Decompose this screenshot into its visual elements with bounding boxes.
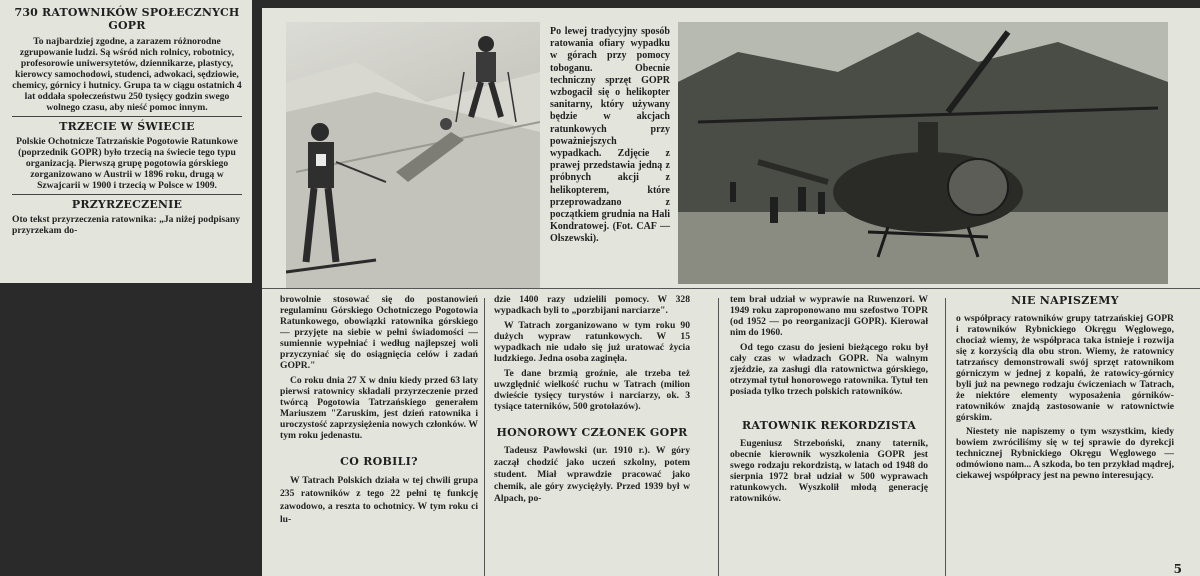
title-730-ratownikow: 730 RATOWNIKÓW SPOŁECZNYCH GOPR [14, 6, 240, 32]
article-column-1 [280, 294, 478, 526]
title-trzecie-w-swiecie: TRZECIE W ŚWIECIE [59, 120, 195, 133]
paragraph: Te dane brzmią groźnie, ale trzeba też uwzględnić wielkość ruchu w Tatrach (milion dwieście tysięcy turystów i narciarzy, ok. 3 tysiące taterników, 500 grotołazów). [494, 368, 690, 412]
divider [484, 298, 485, 576]
subhead-co-robili: CO ROBILI? [340, 455, 418, 468]
article-column-4 [956, 292, 1174, 481]
paragraph: W Tatrach zorganizowano w tym roku 90 dużych wypraw ratunkowych. W 15 wypadkach nie udało się już uratować życia ludzkiego. Jedna osoba zaginęła. [494, 320, 690, 364]
paragraph: browolnie stosować się do postanowień regulaminu Górskiego Ochotniczego Pogotowia Ratunkowego, obowiązki ratownika górskiego — przyjęte na siebie w pełni świadomości — sumiennie wypełniać i według najlepszej woli przyczyniać się do osiągnięcia celów i zadań GOPR." [280, 294, 478, 371]
divider [12, 194, 242, 195]
divider [262, 288, 1200, 289]
paragraph: W Tatrach Polskich działa w tej chwili grupa 235 ratowników z tego 22 pełni tę funkcję zawodowo, a reszta to ochotnicy. W tym roku ci lu- [280, 475, 478, 525]
photo-caption: Po lewej tradycyjny sposób ratowania ofiary wypadku w górach przy pomocy toboganu. Obecnie techniczny sprzęt GOPR wzbogacił się o helikopter sanitarny, który używany będzie w akcjach ratunkowych przy poważniejszych wypadkach. Zdjęcie z prawej przedstawia jedną z próbnych akcji z helikopterem, które przeprowadzano z początkiem grudnia na Hali Kondratowej. (Fot. CAF — Olszewski). [550, 26, 670, 245]
paragraph: Co roku dnia 27 X w dniu kiedy przed 63 laty pierwsi ratownicy składali przyrzeczenie przed twórcą Pogotowia Tatrzańskiego generałem Mariuszem "Zaruskim, jest dzień ratownika i uroczystość zaprzysiężenia nowych członków. W tym roku jedenastu. [280, 375, 478, 441]
title-przyrzeczenie: PRZYRZECZENIE [71, 198, 183, 211]
paragraph: Niestety nie napiszemy o tym wszystkim, kiedy bowiem zwróciliśmy się w tej sprawie do dyrekcji technicznej Rybnickiego Okręgu Węglowego — odmówiono nam... A szkoda, bo ten przykład mądrej, ciekawej współpracy jest na pewno interesujący. [956, 426, 1174, 481]
left-clipping [0, 0, 252, 283]
paragraph: o współpracy ratowników grupy tatrzańskiej GOPR i ratowników Rybnickiego Okręgu Węglowego, chociaż wiemy, że współpraca taka istnieje i rozwija się z korzyścią dla obu stron. Wiemy, że ratownicy tatrzańscy demonstrowali swój sprzęt ratownikom górniczym w jednej z kopalń, że ratowicy-górnicy byli już na pewnego rodzaju ćwiczeniach w Tatrach, że niektóre elementy wyposażenia górników-ratowników znajdą zastosowanie w ratownictwie górskim. [956, 313, 1174, 423]
photo-helicopter [678, 22, 1168, 284]
paragraph: dzie 1400 razy udzielili pomocy. W 328 wypadkach byli to „porzbijani narciarze". [494, 294, 690, 316]
text-przyrzeczenie: Oto tekst przyrzeczenia ratownika: „Ja niżej podpisany przyrzekam do- [12, 214, 241, 236]
divider [718, 298, 719, 576]
right-clipping [262, 8, 1200, 576]
article-column-2 [494, 294, 690, 505]
skiers-illustration-icon [286, 22, 540, 288]
divider [945, 298, 946, 576]
photo-skiers-toboggan [286, 22, 540, 288]
helicopter-illustration-icon [678, 22, 1168, 284]
text-trzecie-w-swiecie: Polskie Ochotnicze Tatrzańskie Pogotowie Ratunkowe (poprzednik GOPR) było trzecią na świecie tego typu organizacją. Pierwszą grupę pogotowia górskiego zorganizowano w Austrii w 1896 roku, drugą w Szwajcarii w 1900 i trzecią w Polsce w 1909. [16, 136, 238, 191]
paragraph: Eugeniusz Strzeboński, znany taternik, obecnie kierownik wyszkolenia GOPR jest swego rodzaju rekordzistą, w latach od 1948 do sierpnia 1972 brał udział w 500 wyprawach ratunkowych. Wyszkolił młodą generację ratowników. [730, 438, 928, 504]
page-mark: 5 [1173, 562, 1182, 576]
paragraph: Tadeusz Pawłowski (ur. 1910 r.). W góry zaczął chodzić jako uczeń szkolny, potem student. Miał wprawdzie pracować jako chemik, ale góry zwyciężyły. Przed 1939 był w Alpach, po- [494, 445, 690, 504]
divider [12, 116, 242, 117]
text-730-ratownikow: To najbardziej zgodne, a zarazem różnorodne zgrupowanie ludzi. Są wśród nich rolnicy, robotnicy, profesorowie uniwersytetów, dziennikarze, plastycy, kierowcy samochodowi, studenci, adwokaci, sędziowie, chemicy, górnicy i hutnicy. Grupa ta w ciągu ostatnich 4 lat oddała społeczeństwu 250 tysięcy godzin swego wolnego czasu, aby nieść pomoc innym. [12, 36, 242, 113]
paragraph: Od tego czasu do jesieni bieżącego roku był cały czas w władzach GOPR. Na walnym zjeździe, za zasługi dla ratownictwa górskiego, otrzymał tytuł honorowego ratownika. Tytuł ten posiada tylko trzech polskich ratowników. [730, 342, 928, 397]
subhead-honorowy-czlonek: HONOROWY CZŁONEK GOPR [496, 426, 688, 439]
subhead-ratownik-rekordzista: RATOWNIK REKORDZISTA [741, 419, 917, 432]
subhead-nie-napiszemy: NIE NAPISZEMY [1011, 294, 1119, 307]
paragraph: tem brał udział w wyprawie na Ruwenzori. W 1949 roku zaproponowano mu szefostwo TOPR (od 1952 — po reorganizacji GOPR). Kierował nim do 1960. [730, 294, 928, 338]
article-column-3 [730, 294, 928, 504]
